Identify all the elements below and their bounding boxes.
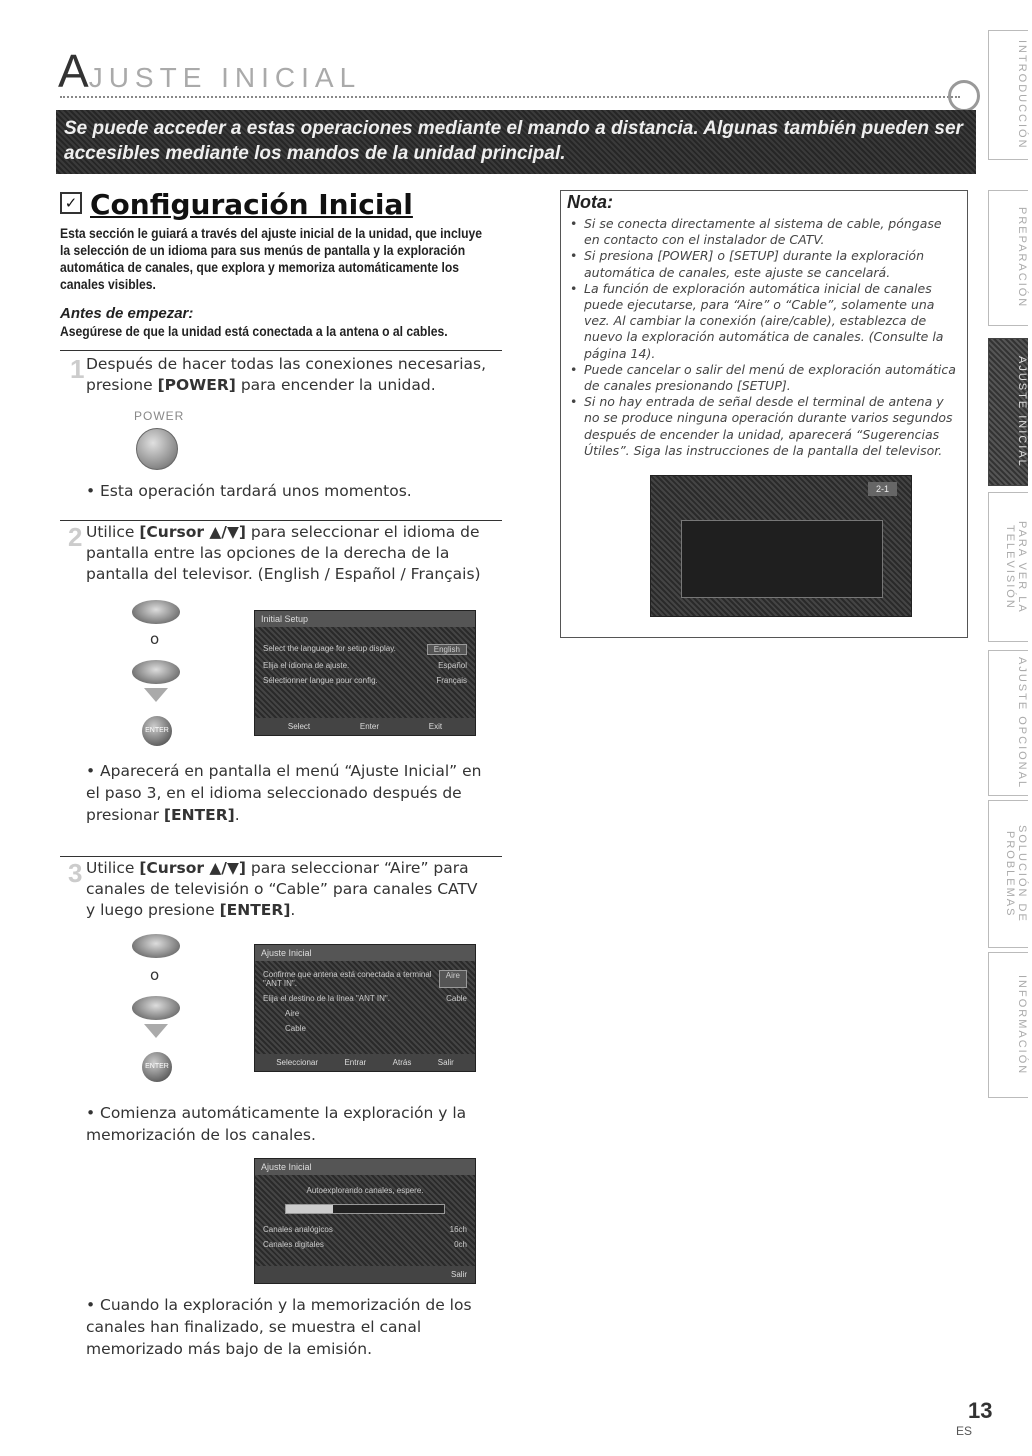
step1-text-b: para encender la unidad. [235,376,436,394]
note-item: • Si no hay entrada de señal desde el terminal de antena y no se produce ninguna operación durante varios segundos después de encender la unidad, aparecerá “Sugerencias Útiles”. Siga las instrucciones de la pantalla del televisor. [568,394,960,459]
screen-row [255,641,475,658]
step2-bullet-text: Aparecerá en pantalla el menú “Ajuste Inicial” en el paso 3, en el idioma seleccionado después de presionar [86,762,482,824]
note-item: • Puede cancelar o salir del menú de exploración automática de canales presionando [SETUP]. [568,362,960,394]
step1-key: [POWER] [157,376,236,394]
step3-bullet1-text: Comienza automáticamente la exploración y la memorización de los canales. [86,1104,467,1144]
screen-row-label: Elija el destino de la línea "ANT IN". [263,994,390,1003]
step3-text-b: para seleccionar “Aire” para canales de televisión o “Cable” para canales CATV y luego presione [86,859,478,919]
screen-row-value: 0ch [454,1240,467,1249]
sidebar-tab-solucion[interactable]: SOLUCIÓN DE PROBLEMAS [988,800,1028,948]
note-list [568,216,960,459]
screen-row-value: 16ch [449,1225,467,1234]
step2-bullet [86,760,486,826]
checkbox-icon: ✓ [60,192,82,214]
page-number: 13 [968,1398,993,1423]
screen-row [255,991,475,1006]
page-title [58,44,361,98]
page-language: ES [956,1424,973,1438]
screen-footer-item: Salir [437,1058,454,1067]
bullet-dot: • [86,482,96,500]
step2-bullet-end: . [234,806,240,824]
before-heading: Antes de empezar: [60,305,194,322]
step1-number: 1 [70,354,85,384]
sidebar-tab-ajuste-inicial[interactable]: AJUSTE INICIAL [988,338,1028,486]
note-item: • Si presiona [POWER] o [SETUP] durante la exploración automática de canales, este ajuste se cancelará. [568,248,960,280]
enter-button-icon: ENTER [142,716,172,746]
screen-title: Initial Setup [255,611,475,627]
screen-footer [255,1266,475,1283]
step3-text-a: Utilice [86,859,140,877]
channel-indicator: 2-1 [868,482,897,496]
progress-fill [286,1205,333,1213]
screen-row-label: Canales analógicos [263,1225,333,1234]
note-item: • La función de exploración automática inicial de canales puede ejecutarse, para “Aire” o “Cable”, solamente una vez. Al cambiar la conexión (aire/cable), establezca de nuevo la exploración automática de canales. (Consulte la página 14). [568,281,960,362]
step3-key: [Cursor ▲/▼] [139,859,246,877]
header-circle-icon [948,80,980,112]
step3-rule [60,856,502,857]
step2-text-a: Utilice [86,523,140,541]
screen-message-text: Autoexplorando canales, espere. [306,1186,424,1195]
arrow-down-icon [144,688,168,702]
step3-bullet2 [86,1294,486,1360]
screen-footer-item: Seleccionar [276,1058,319,1067]
step2-text-b: para seleccionar el idioma de pantalla entre las opciones de la derecha de la pantalla del televisor. (English / Español / Français) [86,523,481,583]
screen-row [255,658,475,673]
step1-bullet-text: Esta operación tardará unos momentos. [100,482,412,500]
bullet-dot: • [86,1296,96,1314]
screen-title: Ajuste Inicial [255,1159,475,1175]
sidebar-tab-introduccion[interactable]: INTRODUCCIÓN [988,30,1028,160]
enter-button-icon: ENTER [142,1052,172,1082]
screen-footer-item: Atrás [392,1058,412,1067]
screen-item-label: Cable [285,1024,306,1033]
screen-row-label: Sélectionner langue pour config. [263,676,378,685]
helpful-hints-screen [650,475,912,617]
sidebar-tab-para-ver[interactable]: PARA VER LA TELEVISIÓN [988,492,1028,642]
bullet-dot: • [86,1104,96,1122]
step1-rule [60,350,502,351]
or-label: o [150,630,160,648]
step1-text [86,354,496,396]
screen-row-option: Español [438,661,467,670]
power-label: POWER [134,409,185,423]
screen-item [255,1006,475,1021]
screen-title: Ajuste Inicial [255,945,475,961]
step3-text [86,858,486,921]
step2-rule [60,520,502,521]
cursor-up-icon [132,600,180,624]
screen-row-label: Canales digitales [263,1240,324,1249]
before-text: Asegúrese de que la unidad está conectada a la antena o al cables. [60,324,448,339]
cursor-down-icon [132,660,180,684]
page-title-rest: JUSTE INICIAL [88,62,362,93]
screen-row [255,1237,475,1252]
screen-item-label: Aire [285,1009,300,1018]
cursor-down-icon [132,996,180,1020]
step3-text-c: . [290,901,296,919]
screen-row [255,1222,475,1237]
screen-footer [255,1054,475,1071]
sidebar-tab-ajuste-opcional[interactable]: AJUSTE OPCIONAL [988,650,1028,796]
section-intro: Esta sección le guiará a través del ajuste inicial de la unidad, que incluye la selección de un idioma para sus menús de pantalla y la exploración automática de canales, que explora y memoriza automáticamente los canales visibles. [60,226,483,292]
screen-row-label: Elija el idioma de ajuste. [263,661,350,670]
screen-row-option: English [427,644,467,655]
screen-footer-item: Salir [450,1270,467,1279]
screen-row [255,967,475,991]
cursor-up-icon [132,934,180,958]
screen-row-label: Select the language for setup display. [263,644,396,653]
or-label: o [150,966,160,984]
note-item: • Si se conecta directamente al sistema de cable, póngase en contacto con el instalador de CATV. [568,216,960,248]
step3-key2: [ENTER] [219,901,291,919]
antenna-setup-screen [254,944,476,1072]
screen-row-option: Cable [446,994,467,1003]
initial-setup-screen [254,610,476,736]
screen-row-option: Aire [439,970,467,988]
power-button-icon [136,428,178,470]
scan-progress-screen [254,1158,476,1284]
header-rule [60,96,960,98]
section-title-text: Configuración Inicial [90,188,413,221]
screen-footer-item: Select [287,722,311,731]
screen-footer-item: Entrar [344,1058,367,1067]
screen-row-option: Français [436,676,467,685]
screen-message [255,1183,475,1198]
bullet-dot: • [86,762,96,780]
screen-item [255,1021,475,1036]
step1-bullet [86,480,496,502]
arrow-down-icon [144,1024,168,1038]
screen-footer-item: Enter [359,722,379,731]
step2-text [86,522,500,585]
sidebar-tab-preparacion[interactable]: PREPARACIÓN [988,190,1028,326]
progress-bar [285,1204,445,1214]
info-banner-text: Se puede acceder a estas operaciones mediante el mando a distancia. Algunas también pueden ser accesibles mediante los mandos de la unidad principal. [64,118,963,164]
step3-bullet2-text: Cuando la exploración y la memorización de los canales han finalizado, se muestra el canal memorizado más bajo de la emisión. [86,1296,472,1358]
step3-number: 3 [68,858,83,888]
section-title [60,188,413,221]
info-banner [56,110,976,174]
note-heading: Nota: [567,192,613,212]
screen-footer-item: Exit [428,722,443,731]
hints-dialog [681,520,883,598]
step2-key: [Cursor ▲/▼] [139,523,246,541]
step1-text-a: Después de hacer todas las conexiones necesarias, presione [86,355,487,394]
step3-bullet1 [86,1102,486,1146]
screen-footer [255,718,475,735]
step2-bullet-key: [ENTER] [163,806,235,824]
step2-number: 2 [68,522,83,552]
page-title-initial: A [58,45,89,97]
screen-row-label: Confirme que antena está conectada a terminal "ANT IN". [263,970,432,988]
sidebar-tab-informacion[interactable]: INFORMACIÓN [988,952,1028,1098]
screen-row [255,673,475,688]
